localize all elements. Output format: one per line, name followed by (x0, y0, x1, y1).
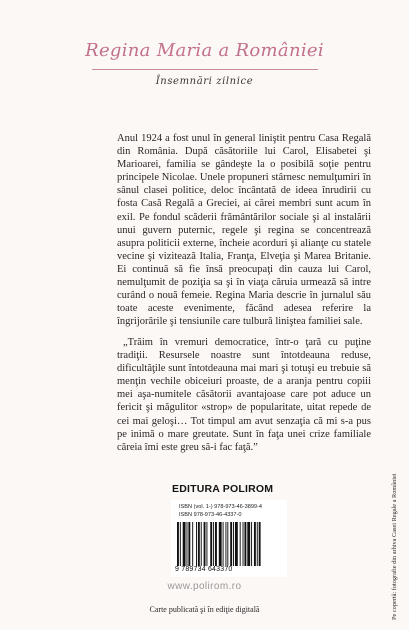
barcode-bar (233, 522, 234, 566)
barcode-icon (177, 522, 281, 566)
barcode-bar (244, 522, 246, 566)
isbn-block (171, 500, 287, 577)
barcode-bar (180, 522, 181, 566)
barcode-bar (227, 522, 228, 566)
blurb-paragraph: Anul 1924 a fost unul în general liniştit pentru Casa Regală din România. După căsătoriile lui Carol, Elisabetei şi Marioarei, familia se gândeşte la o posibilă soţie pentru principele Nicolae. Unele propuneri stârnesc nemulţumiri în sânul clasei politice, deloc încântată de ideea înrudirii cu fosta Casă Regală a Greciei, ai cărei membri sunt acum în exil. Pe fondul scăderii frământărilor sociale şi al instalării unui guvern puternic, regele şi regina se concentrează asupra politicii externe, încheie acorduri şi alianţe cu statele vecine şi vizitează Italia, Franţa, Elveţia şi Marea Britanie. Ei continuă să fie însă preocupaţi din cauza lui Carol, nemulţumit de poziţia sa şi în viaţa căruia urmează să intre curând o nouă femeie. Regina Maria descrie în jurnalul său toate aceste evenimente, făcând adesea referire la îngrijorările şi tensiunile care tulbură liniştea familiei sale. (117, 133, 371, 328)
barcode-bar (254, 522, 256, 566)
barcode-bar (230, 522, 232, 566)
isbn-number: ISBN 978-973-46-4337-0 (179, 512, 242, 518)
barcode-bar (198, 522, 200, 566)
barcode-bar (204, 522, 206, 566)
barcode-bar (177, 522, 179, 566)
series-title: Regina Maria a României (85, 40, 324, 61)
barcode-bar (192, 522, 193, 566)
barcode-bar (219, 522, 222, 566)
barcode-bar (183, 522, 186, 566)
publisher-name: EDITURA POLIROM (172, 483, 274, 495)
barcode-bar (206, 522, 207, 566)
barcode-bar (187, 522, 188, 566)
barcode-bar (188, 522, 190, 566)
barcode-bar (247, 522, 250, 566)
cover-photo-credit (391, 320, 401, 620)
isbn-volume: ISBN (vol. 1-) 978-973-46-3899-4 (179, 504, 263, 510)
barcode-bar (240, 522, 241, 566)
barcode-bar (251, 522, 252, 566)
barcode-bar (225, 522, 226, 566)
barcode-bar (210, 522, 212, 566)
barcode-digits: 9 789734 643370 (175, 566, 233, 573)
barcode-bar (243, 522, 244, 566)
barcode-bar (215, 522, 217, 566)
publisher-website: www.polirom.ro (167, 581, 242, 592)
quote-paragraph: „Trăim în vremuri democratice, într-o ţară cu puţine tradiţii. Resursele noastre sunt întotdeauna reduse, dificultăţile sunt întotdeauna mai mari şi totuşi eu trebuie să menţin vechile obiceiuri proaste, de a aranja pentru copiii mei aşa-numitele căsătorii avantajoase care pot aduce un fericit şi măgulitor «strop» de popularitate, uitat repede de cei mai geloşi… Tot timpul am avut senzaţia că mi s-a pus pe inimă o mare greutate. Sunt în faţa unei crize familiale căreia îmi este greu să-i fac faţă.” (117, 337, 371, 453)
barcode-bar (259, 522, 261, 566)
barcode-bar (201, 522, 202, 566)
series-subtitle: Însemnări zilnice (155, 76, 254, 87)
title-divider (92, 69, 318, 70)
barcode-bar (257, 522, 258, 566)
barcode-bar (235, 522, 238, 566)
digital-edition-note: Carte publicată şi în ediţie digitală (149, 605, 260, 614)
barcode-bar (213, 522, 214, 566)
barcode-bar (196, 522, 197, 566)
barcode-bar (223, 522, 224, 566)
cover-photo-credit-text: Pe copertă: fotografie din arhiva Casei Regale a României (391, 473, 398, 620)
